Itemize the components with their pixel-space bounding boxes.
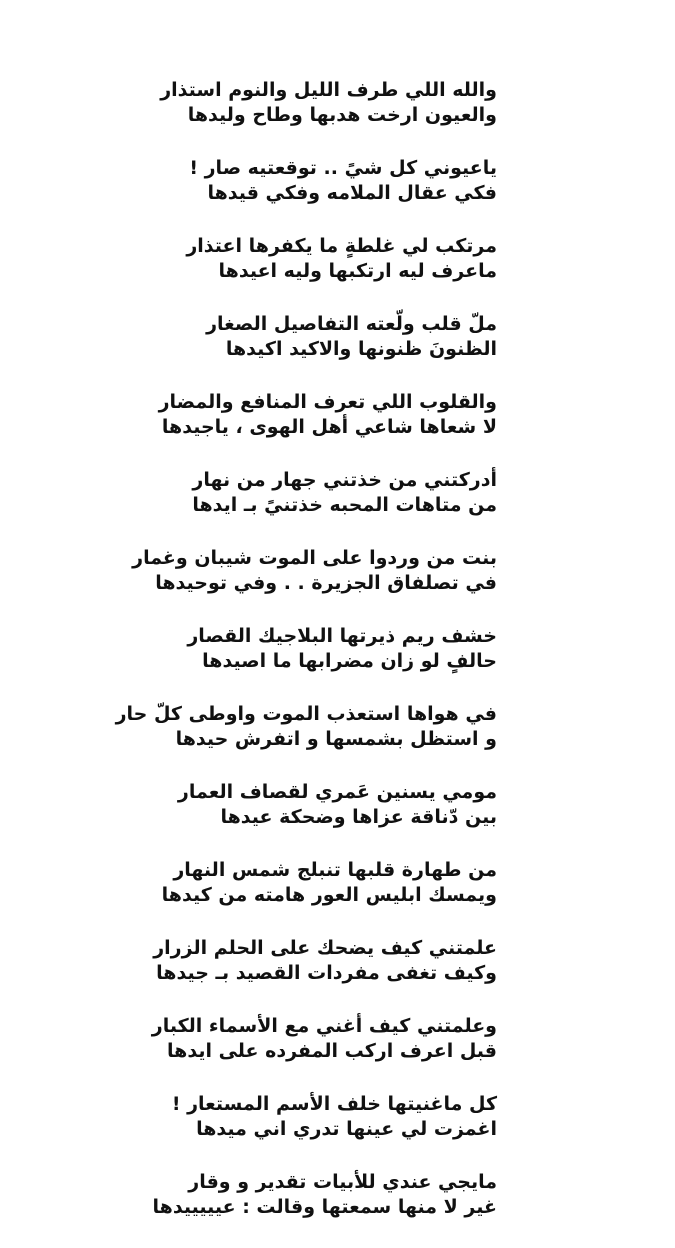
stanza-10 [0,780,675,830]
stanza-7 [0,546,675,596]
stanza-8 [0,624,675,674]
verse-line: خشف ريم ذيرتها البلاجيك القصار [187,625,497,647]
verse-line: اغمزت لي عينها تدري اني ميدها [196,1118,497,1140]
stanza-15 [0,1170,675,1220]
verse-line: ماعرف ليه ارتكبها وليه اعيدها [218,260,497,282]
verse-line: ياعيوني كل شيً .. توقعتيه صار ! [189,157,497,179]
stanza-3 [0,234,675,284]
stanza-9 [0,702,675,752]
stanza-14 [0,1092,675,1142]
verse-line: قبل اعرف اركب المفرده على ايدها [167,1040,497,1062]
verse-line: غير لا منها سمعتها وقالت : عيييييدها [152,1196,497,1218]
verse-line: مومي يسنين عَمري لقصاف العمار [177,781,497,803]
stanza-11 [0,858,675,908]
verse-line: وكيف تغفى مفردات القصيد بـ جيدها [156,962,497,984]
stanza-2 [0,156,675,206]
verse-line: والعيون ارخت هدبها وطاح وليدها [187,104,497,126]
verse-line: في هواها استعذب الموت واوطى كلّ حار [115,703,497,725]
stanza-5 [0,390,675,440]
verse-line: ملّ قلب ولّعته التفاصيل الصغار [206,313,497,335]
verse-line: أدركتني من خذتني جهار من نهار [192,469,497,491]
stanza-13 [0,1014,675,1064]
stanza-4 [0,312,675,362]
verse-line: ويمسك ابليس العور هامته من كيدها [161,884,497,906]
verse-line: والقلوب اللي تعرف المنافع والمضار [158,391,497,413]
verse-line: لا شعاها شاعي أهل الهوى ، ياجيدها [161,416,497,438]
verse-line: و استظل بشمسها و اتفرش حيدها [175,728,497,750]
verse-line: والله اللي طرف الليل والنوم استذار [160,79,497,101]
verse-line: علمتني كيف يضحك على الحلم الزرار [153,937,497,959]
verse-line: الظنونَ ظنونها والاكيد اكيدها [225,338,497,360]
stanza-12 [0,936,675,986]
verse-line: وعلمتني كيف أغني مع الأسماء الكبار [151,1015,497,1037]
stanza-6 [0,468,675,518]
verse-line: فكي عقال الملامه وفكي قيدها [207,182,497,204]
verse-line: في تصلفاق الجزيرة . . وفي توحيدها [155,572,497,594]
verse-line: كل ماغنيتها خلف الأسم المستعار ! [171,1093,497,1115]
verse-line: مايجي عندي للأبيات تقدير و وقار [188,1171,497,1193]
verse-line: من متاهات المحبه خذتنيً بـ ايدها [192,494,497,516]
verse-line: من طهارة قلبها تنبلج شمس النهار [173,859,497,881]
verse-line: مرتكب لي غلطةٍ ما يكفرها اعتذار [186,235,497,257]
stanza-1 [0,78,675,128]
verse-line: بين دّناقة عزاها وضحكة عيدها [220,806,497,828]
verse-line: حالفٍ لو زان مضرابها ما اصيدها [202,650,497,672]
poem-text [0,78,675,1248]
verse-line: بنت من وردوا على الموت شيبان وغمار [132,547,497,569]
